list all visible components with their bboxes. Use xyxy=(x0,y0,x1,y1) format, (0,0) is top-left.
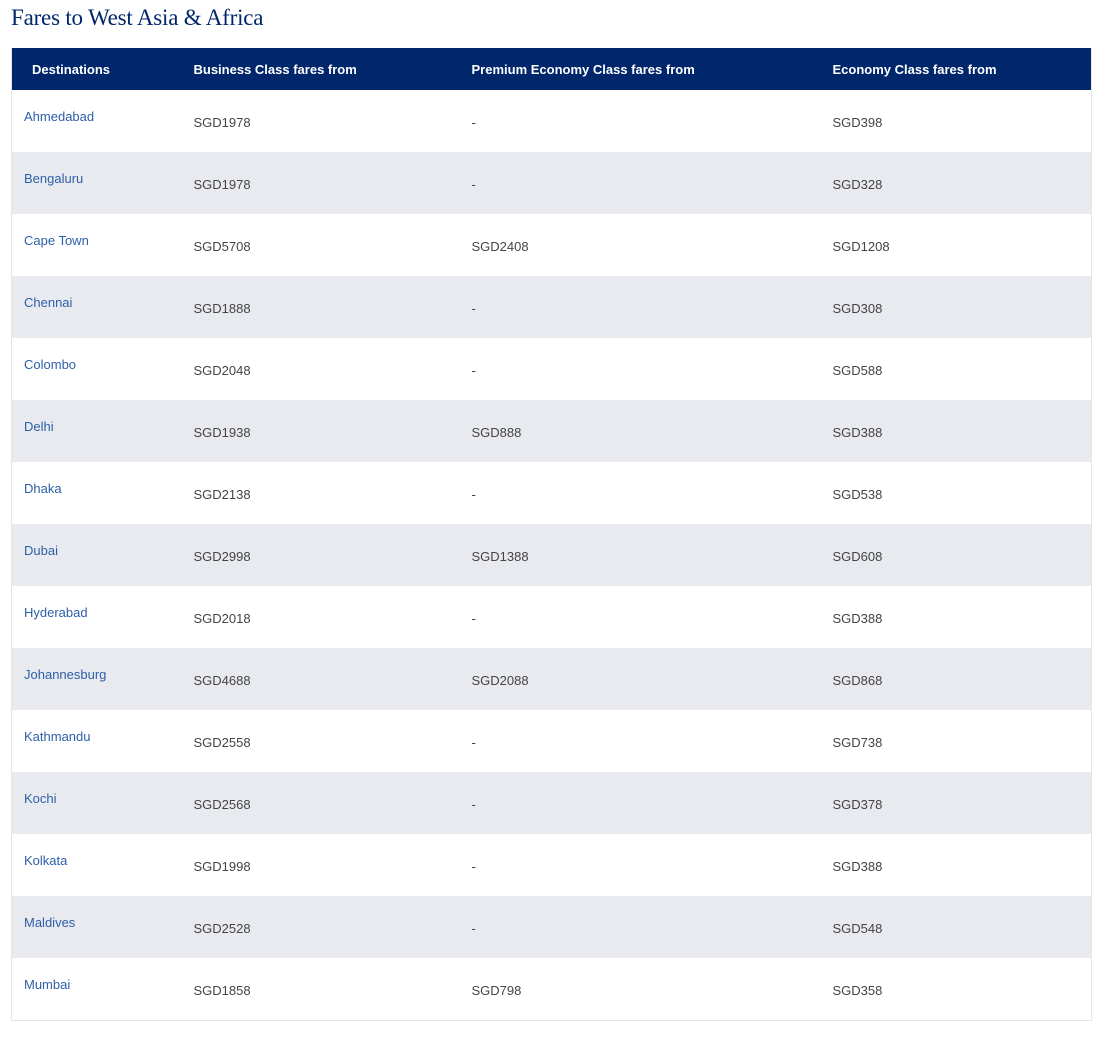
destination-cell xyxy=(12,462,174,524)
destination-cell xyxy=(12,524,174,586)
premium-economy-fare: - xyxy=(471,611,476,626)
destination-cell xyxy=(12,648,174,710)
premium-economy-fare: SGD2408 xyxy=(471,239,529,254)
destination-cell xyxy=(12,90,174,152)
economy-fare: SGD1208 xyxy=(832,239,890,254)
economy-fare: SGD358 xyxy=(832,983,883,998)
fares-table xyxy=(11,48,1092,1021)
header-destinations: Destinations xyxy=(32,61,111,77)
header-economy-class: Economy Class fares from xyxy=(832,61,997,77)
destination-link[interactable]: Dhaka xyxy=(24,481,62,496)
header-row xyxy=(12,48,1092,90)
table-row xyxy=(12,772,1092,834)
destination-link[interactable]: Dubai xyxy=(24,543,58,558)
premium-economy-fare: - xyxy=(471,797,476,812)
table-row xyxy=(12,834,1092,896)
destination-link[interactable]: Mumbai xyxy=(24,977,71,992)
destination-cell xyxy=(12,772,174,834)
destination-cell xyxy=(12,152,174,214)
header-premium-economy-class: Premium Economy Class fares from xyxy=(471,61,695,77)
business-fare: SGD1938 xyxy=(193,425,251,440)
destination-link[interactable]: Hyderabad xyxy=(24,605,88,620)
business-fare: SGD2018 xyxy=(193,611,251,626)
header-business-class: Business Class fares from xyxy=(193,61,357,77)
destination-link[interactable]: Maldives xyxy=(24,915,76,930)
destination-cell xyxy=(12,896,174,958)
business-fare: SGD2138 xyxy=(193,487,251,502)
destination-link[interactable]: Delhi xyxy=(24,419,54,434)
table-row xyxy=(12,524,1092,586)
table-row xyxy=(12,152,1092,214)
destination-link[interactable]: Ahmedabad xyxy=(24,109,95,124)
business-fare: SGD4688 xyxy=(193,673,251,688)
premium-economy-fare: SGD888 xyxy=(471,425,522,440)
table-row xyxy=(12,586,1092,648)
destination-cell xyxy=(12,834,174,896)
destination-cell xyxy=(12,586,174,648)
premium-economy-fare: - xyxy=(471,115,476,130)
destination-link[interactable]: Cape Town xyxy=(24,233,89,248)
destination-link[interactable]: Chennai xyxy=(24,295,73,310)
business-fare: SGD2998 xyxy=(193,549,251,564)
economy-fare: SGD308 xyxy=(832,301,883,316)
economy-fare: SGD588 xyxy=(832,363,883,378)
business-fare: SGD2568 xyxy=(193,797,251,812)
table-row xyxy=(12,214,1092,276)
destination-link[interactable]: Kathmandu xyxy=(24,729,91,744)
premium-economy-fare: - xyxy=(471,363,476,378)
table-row xyxy=(12,462,1092,524)
destination-cell xyxy=(12,958,174,1020)
premium-economy-fare: SGD798 xyxy=(471,983,522,998)
business-fare: SGD2528 xyxy=(193,921,251,936)
destination-link[interactable]: Kolkata xyxy=(24,853,68,868)
premium-economy-fare: SGD1388 xyxy=(471,549,529,564)
business-fare: SGD1998 xyxy=(193,859,251,874)
destination-link[interactable]: Johannesburg xyxy=(24,667,107,682)
premium-economy-fare: - xyxy=(471,859,476,874)
business-fare: SGD1888 xyxy=(193,301,251,316)
table-row xyxy=(12,648,1092,710)
economy-fare: SGD538 xyxy=(832,487,883,502)
economy-fare: SGD548 xyxy=(832,921,883,936)
business-fare: SGD2048 xyxy=(193,363,251,378)
table-row xyxy=(12,276,1092,338)
premium-economy-fare: - xyxy=(471,301,476,316)
destination-cell xyxy=(12,338,174,400)
table-row xyxy=(12,338,1092,400)
economy-fare: SGD378 xyxy=(832,797,883,812)
premium-economy-fare: - xyxy=(471,177,476,192)
destination-link[interactable]: Bengaluru xyxy=(24,171,84,186)
premium-economy-fare: SGD2088 xyxy=(471,673,529,688)
economy-fare: SGD398 xyxy=(832,115,883,130)
table-row xyxy=(12,400,1092,462)
destination-link[interactable]: Colombo xyxy=(24,357,77,372)
economy-fare: SGD608 xyxy=(832,549,883,564)
destination-link[interactable]: Kochi xyxy=(24,791,57,806)
business-fare: SGD1978 xyxy=(193,177,251,192)
destination-cell xyxy=(12,214,174,276)
destination-cell xyxy=(12,400,174,462)
business-fare: SGD2558 xyxy=(193,735,251,750)
table-row xyxy=(12,958,1092,1020)
page-title: Fares to West Asia & Africa xyxy=(11,5,264,30)
destination-cell xyxy=(12,276,174,338)
business-fare: SGD5708 xyxy=(193,239,251,254)
business-fare: SGD1858 xyxy=(193,983,251,998)
table-row xyxy=(12,896,1092,958)
economy-fare: SGD388 xyxy=(832,859,883,874)
economy-fare: SGD388 xyxy=(832,425,883,440)
business-fare: SGD1978 xyxy=(193,115,251,130)
premium-economy-fare: - xyxy=(471,487,476,502)
table-row xyxy=(12,710,1092,772)
table-row xyxy=(12,90,1092,152)
economy-fare: SGD868 xyxy=(832,673,883,688)
table-header xyxy=(12,48,1092,90)
premium-economy-fare: - xyxy=(471,921,476,936)
table-body xyxy=(12,90,1092,1020)
economy-fare: SGD388 xyxy=(832,611,883,626)
economy-fare: SGD328 xyxy=(832,177,883,192)
economy-fare: SGD738 xyxy=(832,735,883,750)
premium-economy-fare: - xyxy=(471,735,476,750)
destination-cell xyxy=(12,710,174,772)
